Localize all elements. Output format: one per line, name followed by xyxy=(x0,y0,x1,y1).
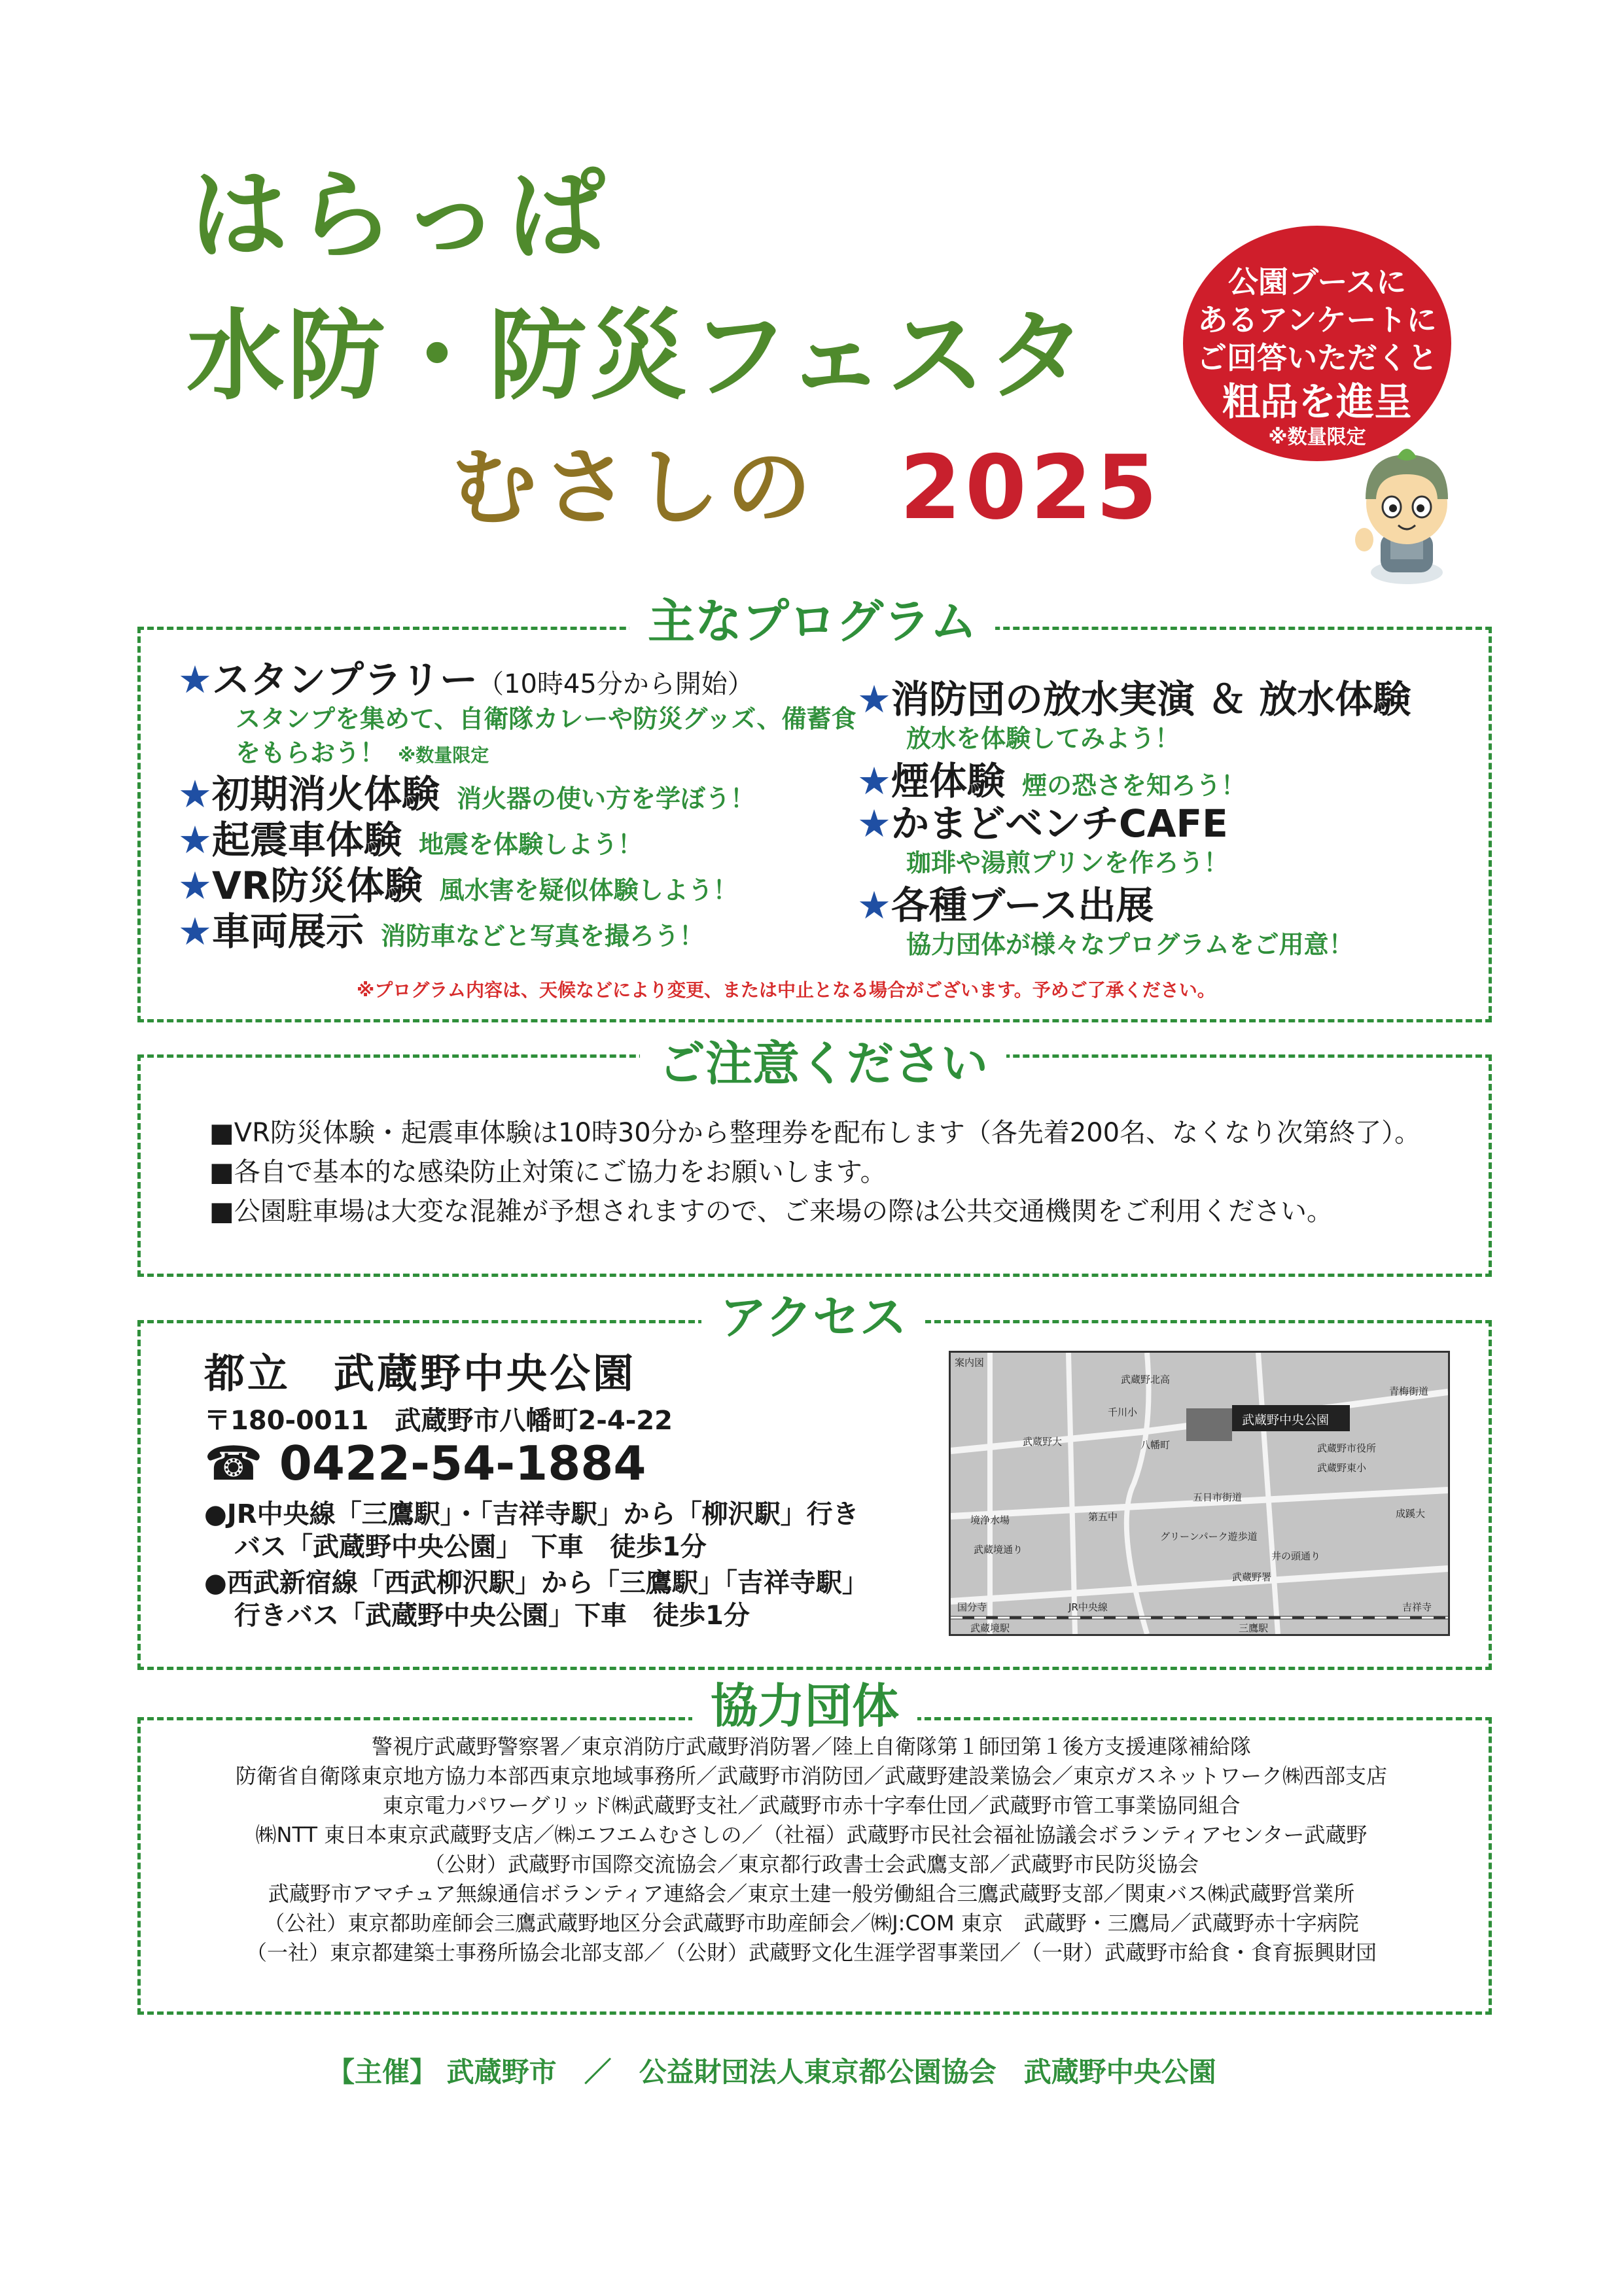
program-booths: ★各種ブース出展 xyxy=(857,883,1154,928)
star-icon: ★ xyxy=(857,883,891,928)
caution-item-2: ■各自で基本的な感染防止対策にご協力をお願いします。 xyxy=(209,1157,887,1187)
program-vr: ★VR防災体験 風水害を疑似体験しよう！ xyxy=(178,863,738,908)
map-label: 武蔵野市役所 xyxy=(1317,1442,1377,1454)
map-label: JR中央線 xyxy=(1068,1601,1108,1613)
map-label: 武蔵野大 xyxy=(1023,1436,1063,1448)
map-park-label: 武蔵野中央公園 xyxy=(1242,1413,1330,1427)
program-heading: 主なプログラム xyxy=(629,598,995,645)
badge-line4: 粗品を進呈 xyxy=(1222,379,1412,424)
map-label: 武蔵野東小 xyxy=(1317,1462,1367,1474)
caution-item-3: ■公園駐車場は大変な混雑が予想されますので、ご来場の際は公共交通機関をご利用ください。 xyxy=(209,1196,1333,1226)
partner-line: 東京電力パワーグリッド㈱武蔵野支社／武蔵野市赤十字奉仕団／武蔵野市管工事業協同組合 xyxy=(382,1793,1241,1818)
program-vehicles: ★車両展示 消防車などと写真を撮ろう！ xyxy=(178,909,705,954)
program-cafe: ★かまどベンチCAFE xyxy=(857,801,1228,846)
caution-heading: ご注意ください xyxy=(640,1040,1006,1087)
badge-line3: ご回答いただくと xyxy=(1197,340,1438,375)
gift-badge xyxy=(1183,226,1451,461)
star-icon: ★ xyxy=(178,863,212,908)
partners-heading: 協力団体 xyxy=(692,1682,917,1730)
map-label: 成蹊大 xyxy=(1396,1508,1426,1520)
star-icon: ★ xyxy=(857,677,891,722)
map-title: 案内図 xyxy=(955,1357,985,1368)
map-label: 八幡町 xyxy=(1140,1439,1171,1451)
badge-note: ※数量限定 xyxy=(1268,426,1366,449)
map-label: 武蔵境駅 xyxy=(970,1622,1010,1634)
park-name: 都立 武蔵野中央公園 xyxy=(204,1349,637,1397)
partners-list xyxy=(150,1732,1472,1968)
park-phone: ☎ 0422-54-1884 xyxy=(204,1436,646,1491)
title-line1: はらっぱ xyxy=(190,159,614,273)
stamp-desc-1: スタンプを集めて、自衛隊カレーや防災グッズ、備蓄食 xyxy=(236,704,856,733)
partner-line: ㈱NTT 東日本東京武蔵野支店／㈱エフエムむさしの／（社福）武蔵野市民社会福祉協議会ボランティアセンター武蔵野 xyxy=(255,1822,1368,1847)
map-label: 井の頭通り xyxy=(1271,1550,1321,1562)
title-year: 2025 xyxy=(900,436,1161,539)
access-map xyxy=(949,1351,1450,1636)
map-label: 境浄水場 xyxy=(970,1514,1010,1526)
cafe-desc: 珈琲や湯煎プリンを作ろう！ xyxy=(906,848,1229,877)
stamp-desc-2: をもらおう！ ※数量限定 xyxy=(236,739,489,767)
star-icon: ★ xyxy=(178,657,212,702)
map-label: 三鷹駅 xyxy=(1239,1622,1269,1634)
park-address: 〒180-0011 武蔵野市八幡町2-4-22 xyxy=(204,1406,673,1436)
program-smoke: ★煙体験 煙の恐さを知ろう！ xyxy=(857,759,1246,803)
star-icon: ★ xyxy=(178,818,212,862)
star-icon: ★ xyxy=(857,759,891,803)
booths-desc: 協力団体が様々なプログラムをご用意！ xyxy=(906,930,1354,959)
map-label: 武蔵境通り xyxy=(974,1544,1023,1556)
star-icon: ★ xyxy=(857,801,891,846)
star-icon: ★ xyxy=(178,772,212,816)
access-heading: アクセス xyxy=(701,1294,925,1341)
program-earthquake-truck: ★起震車体験 地震を体験しよう！ xyxy=(178,818,643,862)
program-fire-extinguisher: ★初期消火体験 消火器の使い方を学ぼう！ xyxy=(178,772,756,816)
badge-line2: あるアンケートに xyxy=(1197,302,1437,338)
partner-line: 防衛省自衛隊東京地方協力本部西東京地域事務所／武蔵野市消防団／武蔵野建設業協会／東京ガスネットワーク㈱西部支店 xyxy=(235,1764,1387,1788)
map-label: 武蔵野署 xyxy=(1232,1571,1272,1583)
map-label: 千川小 xyxy=(1108,1406,1138,1418)
program-note: ※プログラム内容は、天候などにより変更、または中止となる場合がございます。予めご了承ください。 xyxy=(357,979,1216,1001)
map-label: グリーンパーク遊歩道 xyxy=(1160,1531,1258,1542)
star-icon: ★ xyxy=(178,909,212,954)
program-water-discharge: ★消防団の放水実演 ＆ 放水体験 xyxy=(857,677,1411,722)
partner-line: 武蔵野市アマチュア無線通信ボランティア連絡会／東京土建一般労働組合三鷹武蔵野支部／関東バス㈱武蔵野営業所 xyxy=(268,1881,1355,1906)
badge-line1: 公園ブースに xyxy=(1227,264,1407,300)
mascot-icon xyxy=(1351,442,1462,585)
partner-line: （一社）東京都建築士事務所協会北部支部／（公財）武蔵野文化生涯学習事業団／（一財）武蔵野市給食・食育振興財団 xyxy=(245,1940,1377,1965)
map-label: 五日市街道 xyxy=(1193,1491,1243,1503)
route-seibu-line2: 行きバス「武蔵野中央公園」下車 徒歩1分 xyxy=(234,1601,750,1631)
map-label: 武蔵野北高 xyxy=(1121,1374,1171,1385)
caution-item-1: ■VR防災体験・起震車体験は10時30分から整理券を配布します（各先着200名、なくなり次第終了）。 xyxy=(209,1118,1421,1148)
program-stamp-rally: ★スタンプラリー（10時45分から開始） xyxy=(178,657,754,702)
partner-line: （公財）武蔵野市国際交流協会／東京都行政書士会武鷹支部／武蔵野市民防災協会 xyxy=(423,1852,1199,1877)
map-label: 国分寺 xyxy=(957,1601,987,1613)
stamp-note: ※数量限定 xyxy=(398,744,489,766)
map-label: 青梅街道 xyxy=(1389,1385,1429,1397)
partner-line: （公社）東京都助産師会三鷹武蔵野地区分会武蔵野市助産師会／㈱J:COM 東京 武蔵野・三鷹局／武蔵野赤十字病院 xyxy=(264,1911,1359,1936)
map-label: 吉祥寺 xyxy=(1402,1601,1432,1613)
organizer-footer: 【主催】 武蔵野市 ／ 公益財団法人東京都公園協会 武蔵野中央公園 xyxy=(327,2056,1216,2088)
partner-line: 警視庁武蔵野警察署／東京消防庁武蔵野消防署／陸上自衛隊第１師団第１後方支援連隊補給隊 xyxy=(371,1734,1251,1759)
water-discharge-desc: 放水を体験してみよう！ xyxy=(906,724,1180,753)
map-label: 第五中 xyxy=(1088,1511,1118,1523)
route-jr-line2: バス「武蔵野中央公園」 下車 徒歩1分 xyxy=(234,1532,707,1562)
route-jr-line1: ●JR中央線「三鷹駅」・「吉祥寺駅」から「柳沢駅」行き xyxy=(204,1499,859,1529)
title-line2: 水防・防災フェスタ xyxy=(186,300,1089,413)
title-line3: むさしの xyxy=(451,438,819,537)
route-seibu-line1: ●西武新宿線「西武柳沢駅」から「三鷹駅」「吉祥寺駅」 xyxy=(204,1568,868,1598)
